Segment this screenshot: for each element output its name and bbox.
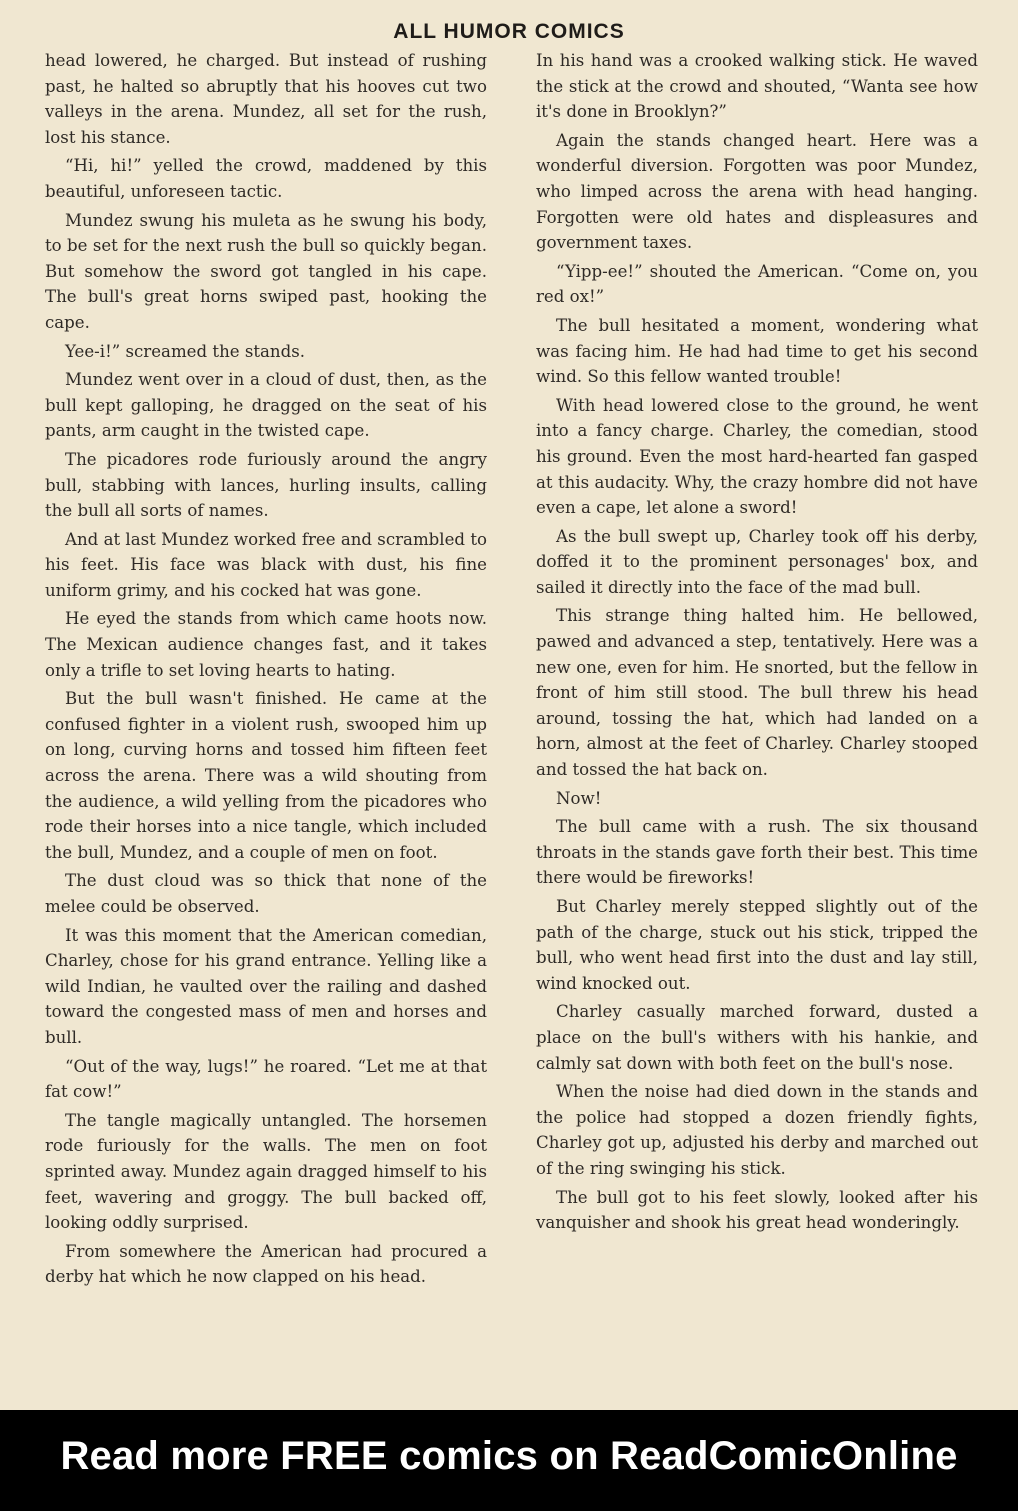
paragraph: As the bull swept up, Charley took off his derby, doffed it to the prominent personages' box, and sailed it directly into the face of the mad bull. — [536, 526, 978, 597]
paragraph: In his hand was a crooked walking stick. He waved the stick at the crowd and shouted, “Wanta see how it's done in Brooklyn?” — [536, 51, 978, 122]
paragraph: It was this moment that the American comedian, Charley, chose for his grand entrance. Yelling like a wild Indian, he vaulted over the railing and dashed toward the congested mass of men and horses and bull. — [45, 925, 487, 1047]
paragraph: head lowered, he charged. But instead of rushing past, he halted so abruptly that his hooves cut two valleys in the arena. Mundez, all set for the rush, lost his stance. — [45, 51, 487, 147]
paragraph: The dust cloud was so thick that none of the melee could be observed. — [45, 871, 487, 916]
paragraph: The tangle magically untangled. The horsemen rode furiously for the walls. The men on foot sprinted away. Mundez again dragged himself to his feet, wavering and groggy. The bull backed off, looking oddly surprised. — [45, 1110, 487, 1233]
paragraph: Yee-i!” screamed the stands. — [65, 341, 306, 361]
right-text-column — [536, 48, 978, 1239]
paragraph: “Yipp-ee!” shouted the American. “Come on, you red ox!” — [536, 261, 978, 307]
paragraph: Now! — [556, 788, 602, 808]
paragraph: The bull got to his feet slowly, looked after his vanquisher and shook his great head wonderingly. — [536, 1187, 978, 1233]
paragraph: This strange thing halted him. He bellowed, pawed and advanced a step, tentatively. Here was a new one, even for him. He snorted, but the fellow in front of him still stood. The bull threw his head around, tossing the hat, which had landed on a horn, almost at the feet of Charley. Charley stooped and tossed the hat back on. — [536, 606, 978, 780]
paragraph: From somewhere the American had procured a derby hat which he now clapped on his head. — [45, 1241, 487, 1287]
paragraph: “Hi, hi!” yelled the crowd, maddened by this beautiful, unforeseen tactic. — [45, 156, 487, 201]
paragraph: “Out of the way, lugs!” he roared. “Let me at that fat cow!” — [45, 1056, 487, 1102]
page-header-title: ALL HUMOR COMICS — [393, 20, 625, 43]
paragraph: With head lowered close to the ground, he went into a fancy charge. Charley, the comedian, stood his ground. Even the most hard-hearted fan gasped at this audacity. Why, the crazy hombre did not have even a cape, let alone a sword! — [536, 395, 978, 518]
paragraph: The bull hesitated a moment, wondering what was facing him. He had had time to get his second wind. So this fellow wanted trouble! — [536, 315, 978, 387]
paragraph: And at last Mundez worked free and scrambled to his feet. His face was black with dust, his fine uniform grimy, and his cocked hat was gone. — [45, 529, 487, 600]
footer-banner[interactable] — [0, 1410, 1018, 1511]
paragraph: He eyed the stands from which came hoots now. The Mexican audience changes fast, and it takes only a trifle to set loving hearts to hating. — [45, 609, 487, 680]
paragraph: Charley casually marched forward, dusted a place on the bull's withers with his hankie, and calmly sat down with both feet on the bull's nose. — [536, 1002, 978, 1073]
paragraph: But Charley merely stepped slightly out of the path of the charge, stuck out his stick, tripped the bull, who went head first into the dust and lay still, wind knocked out. — [536, 897, 978, 993]
paragraph: The picadores rode furiously around the angry bull, stabbing with lances, hurling insults, calling the bull all sorts of names. — [45, 449, 487, 521]
paragraph: Mundez went over in a cloud of dust, then, as the bull kept galloping, he dragged on the seat of his pants, arm caught in the twisted cape. — [45, 370, 487, 441]
paragraph: The bull came with a rush. The six thousand throats in the stands gave forth their best. This time there would be fireworks! — [536, 817, 978, 888]
paragraph: When the noise had died down in the stands and the police had stopped a dozen friendly fights, Charley got up, adjusted his derby and marched out of the ring swinging his stick. — [536, 1082, 978, 1178]
left-text-column — [45, 48, 487, 1293]
paragraph: But the bull wasn't finished. He came at the confused fighter in a violent rush, swooped him up on long, curving horns and tossed him fifteen feet across the arena. There was a wild shouting from the audience, a wild yelling from the picadores who rode their horses into a nice tangle, which included the bull, Mundez, and a couple of men on foot. — [45, 689, 487, 862]
paragraph: Mundez swung his muleta as he swung his body, to be set for the next rush the bull so quickly began. But somehow the sword got tangled in his cape. The bull's great horns swiped past, hooking the cape. — [45, 210, 487, 332]
paragraph: Again the stands changed heart. Here was a wonderful diversion. Forgotten was poor Mundez, who limped across the arena with head hanging. Forgotten were old hates and displeasures and government taxes. — [536, 130, 978, 253]
footer-banner-text[interactable]: Read more FREE comics on ReadComicOnline — [60, 1434, 958, 1478]
